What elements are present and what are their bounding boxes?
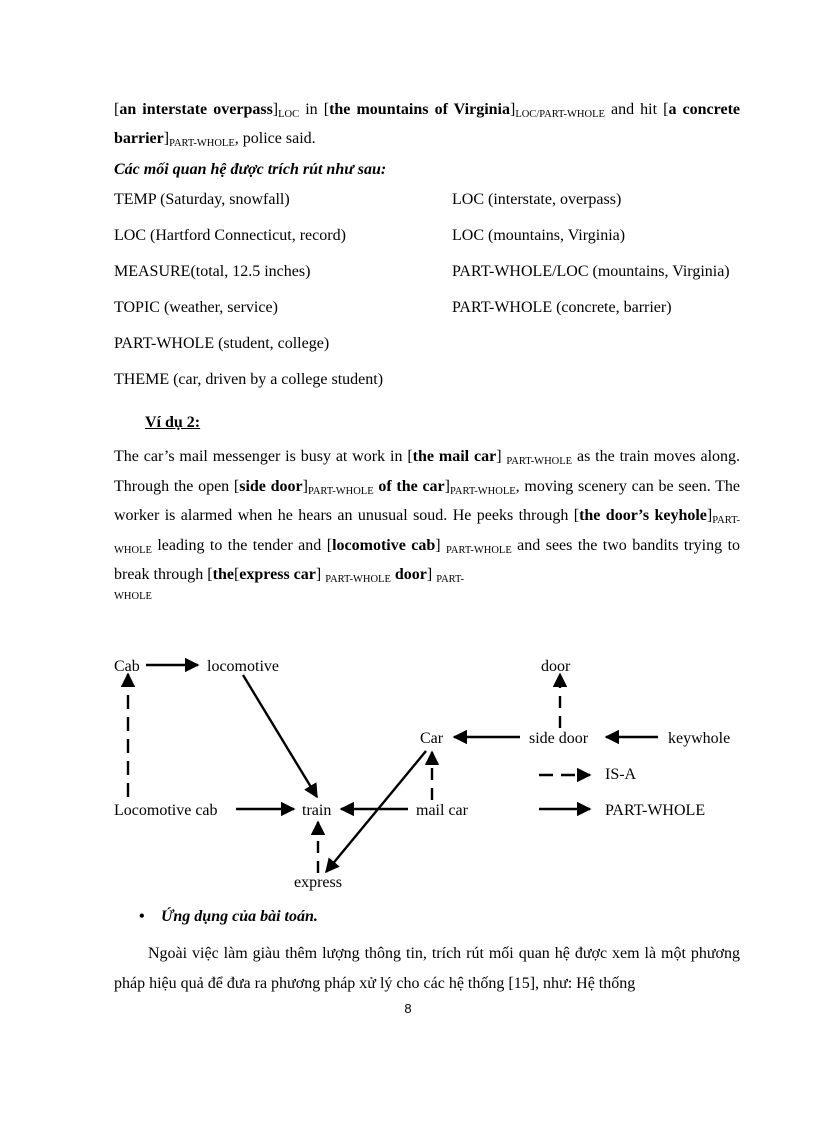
node-locomotive: locomotive bbox=[207, 658, 279, 675]
relation-item: MEASURE(total, 12.5 inches) bbox=[114, 263, 311, 280]
relation-item: LOC (Hartford Connecticut, record) bbox=[114, 227, 346, 244]
example-paragraph: The car’s mail messenger is busy at work in [the mail car] $_{PART-WHOLE}$ as the train moves along. Through the open [side $door]_{PART-WHOLE}$ of the $car]_{PART-WHOLE}$, moving scenery can be seen. The worker is alarmed when he hears an unusual soud. He peeks through [the door’s $keyhole]_{PART-WHOLE}$ leading to the tender and [locomotive cab] $_{PART-WHOLE}$ and sees the two bandits trying to break through [the[express car] $_{PART-WHOLE}$ door] $_{PART-}$ WHOLE bbox=[114, 448, 741, 602]
example-heading: Ví dụ 2: bbox=[145, 414, 201, 431]
node-keywhole: keywhole bbox=[668, 730, 731, 747]
final-paragraph: Ngoài việc làm giàu thêm lượng thông tin, trích rút mối quan hệ được xem là một phương pháp hiệu quả để đưa ra phương pháp xử lý cho các hệ thống [15], như: Hệ thống bbox=[114, 945, 740, 992]
relation-item: LOC (mountains, Virginia) bbox=[452, 227, 626, 244]
relation-item: LOC (interstate, overpass) bbox=[452, 191, 622, 208]
edge-locomotive-train bbox=[243, 675, 317, 797]
legend-isa-label: IS-A bbox=[605, 766, 637, 783]
extraction-heading: Các mối quan hệ được trích rút như sau: bbox=[114, 161, 387, 178]
application-heading: • Ứng dụng của bài toán. bbox=[161, 904, 318, 930]
node-express: express bbox=[294, 874, 342, 891]
node-locomotive-cab: Locomotive cab bbox=[114, 802, 218, 819]
node-side-door: side door bbox=[529, 730, 589, 747]
relation-item: THEME (car, driven by a college student) bbox=[114, 371, 384, 388]
node-car: Car bbox=[420, 730, 444, 747]
node-mail-car: mail car bbox=[416, 802, 468, 819]
continuation-paragraph: [an interstate $overpass]_{LOC}$ in [the mountains of $Virginia]_{LOC/PART-WHOLE}$ and hit [a concrete $barrier]_{PART-WHOLE}$, police said. bbox=[114, 101, 741, 149]
bullet-symbol: • bbox=[139, 908, 145, 925]
part-whole-wrap: WHOLE bbox=[114, 590, 152, 602]
relation-item: PART-WHOLE/LOC (mountains, Virginia) bbox=[452, 263, 730, 280]
node-train: train bbox=[302, 802, 332, 819]
relation-item: PART-WHOLE (student, college) bbox=[114, 335, 330, 352]
edge-car-express bbox=[326, 751, 426, 872]
relation-item: TOPIC (weather, service) bbox=[114, 299, 278, 316]
page-number: 8 bbox=[404, 1001, 412, 1016]
relation-item: PART-WHOLE (concrete, barrier) bbox=[452, 299, 672, 316]
node-cab: Cab bbox=[114, 658, 140, 675]
relation-item: TEMP (Saturday, snowfall) bbox=[114, 191, 290, 208]
legend-part-whole-label: PART-WHOLE bbox=[605, 802, 706, 819]
node-door: door bbox=[541, 658, 571, 675]
